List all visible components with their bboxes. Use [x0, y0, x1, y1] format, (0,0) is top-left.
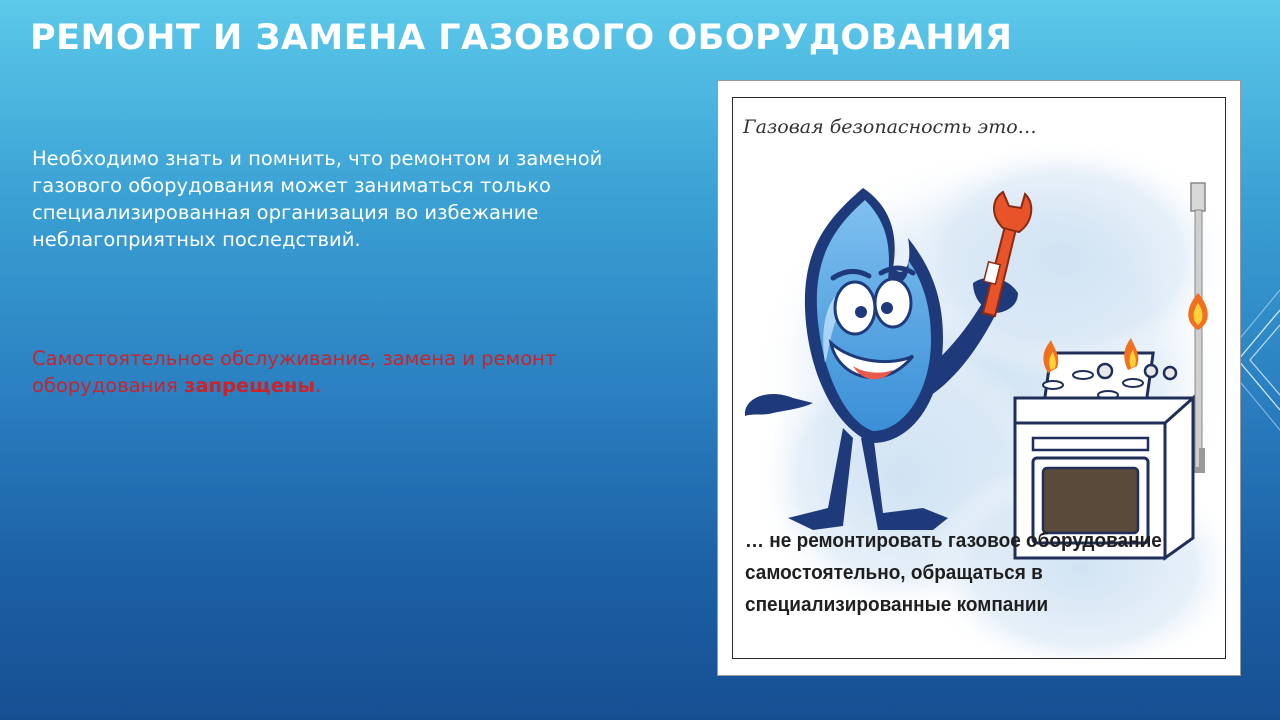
slide-title: РЕМОНТ И ЗАМЕНА ГАЗОВОГО ОБОРУДОВАНИЯ — [30, 18, 1013, 58]
caption-line-2: самостоятельно, обращаться в — [745, 562, 1043, 585]
poster-inner-frame — [732, 97, 1226, 659]
warning-emphasis: запрещены — [184, 374, 316, 397]
warning-end: . — [315, 374, 322, 397]
safety-poster — [717, 80, 1241, 676]
poster-heading: Газовая безопасность это… — [743, 116, 1037, 138]
warning-text: Самостоятельное обслуживание, замена и ремонт оборудования — [32, 347, 557, 397]
main-paragraph: Необходимо знать и помнить, что ремонтом и заменой газового оборудования может заниматься только специализированная организация во избежание неблагоприятных последствий. — [32, 147, 603, 251]
warning-paragraph — [32, 345, 592, 399]
caption-line-1: … не ремонтировать газовое оборудование — [745, 530, 1162, 553]
caption-line-3: специализированные компании — [745, 593, 1049, 617]
poster-caption — [745, 526, 1215, 621]
